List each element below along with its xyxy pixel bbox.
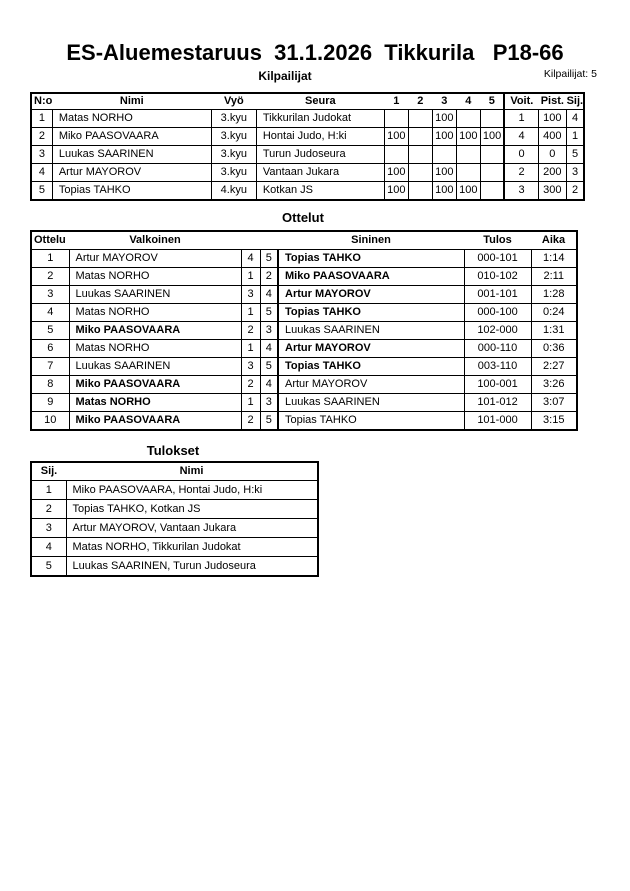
col-header-pist: Pist.	[538, 93, 566, 110]
blue-name-cell: Topias TAHKO	[278, 412, 464, 431]
tulokset-table	[30, 461, 319, 577]
wins-cell: 4	[504, 128, 538, 146]
time-cell: 3:15	[531, 412, 577, 431]
match-no-cell: 10	[31, 412, 69, 431]
blue-name-cell: Topias TAHKO	[278, 358, 464, 376]
pool-result-cell: 100	[432, 128, 456, 146]
match-row	[31, 394, 577, 412]
tulokset-header-row	[31, 462, 318, 481]
pool-result-cell: 100	[432, 182, 456, 201]
points-cell: 200	[538, 164, 566, 182]
blue-no-cell: 5	[260, 412, 278, 431]
place-cell: 3	[566, 164, 584, 182]
place-cell: 2	[31, 500, 66, 519]
ottelut-section-title: Ottelut	[282, 210, 324, 225]
col-header-valkoinen: Valkoinen	[69, 231, 241, 250]
white-name-cell: Matas NORHO	[69, 394, 241, 412]
pool-result-cell	[480, 164, 504, 182]
white-no-cell: 4	[241, 250, 260, 268]
match-row	[31, 376, 577, 394]
pool-result-cell	[456, 146, 480, 164]
match-no-cell: 6	[31, 340, 69, 358]
name-club-cell: Topias TAHKO, Kotkan JS	[66, 500, 318, 519]
match-row	[31, 340, 577, 358]
col-header-sij: Sij.	[566, 93, 584, 110]
place-cell: 4	[566, 110, 584, 128]
col-header-r1: 1	[384, 93, 408, 110]
place-cell: 1	[31, 481, 66, 500]
col-header-nimi: Nimi	[52, 93, 211, 110]
name-club-cell: Miko PAASOVAARA, Hontai Judo, H:ki	[66, 481, 318, 500]
white-no-cell: 1	[241, 340, 260, 358]
blue-name-cell: Luukas SAARINEN	[278, 322, 464, 340]
kilpailijat-header-row	[31, 93, 584, 110]
match-no-cell: 5	[31, 322, 69, 340]
col-header-r4: 4	[456, 93, 480, 110]
match-row	[31, 322, 577, 340]
match-no-cell: 2	[31, 268, 69, 286]
score-cell: 100-001	[464, 376, 531, 394]
pool-result-cell	[480, 110, 504, 128]
col-header-no: N:o	[31, 93, 52, 110]
white-name-cell: Matas NORHO	[69, 304, 241, 322]
white-name-cell: Artur MAYOROV	[69, 250, 241, 268]
belt-cell: 3.kyu	[211, 128, 256, 146]
white-name-cell: Luukas SAARINEN	[69, 358, 241, 376]
blue-name-cell: Topias TAHKO	[278, 304, 464, 322]
time-cell: 1:28	[531, 286, 577, 304]
place-cell: 3	[31, 519, 66, 538]
blue-name-cell: Miko PAASOVAARA	[278, 268, 464, 286]
white-name-cell: Miko PAASOVAARA	[69, 376, 241, 394]
name-cell: Miko PAASOVAARA	[52, 128, 211, 146]
competitor-row	[31, 182, 584, 201]
blue-no-cell: 4	[260, 286, 278, 304]
time-cell: 1:14	[531, 250, 577, 268]
place-cell: 5	[566, 146, 584, 164]
place-cell: 2	[566, 182, 584, 201]
blue-name-cell: Topias TAHKO	[278, 250, 464, 268]
place-cell: 1	[566, 128, 584, 146]
col-header-sij: Sij.	[31, 462, 66, 481]
pool-result-cell: 100	[384, 182, 408, 201]
place-cell: 4	[31, 538, 66, 557]
competitor-row	[31, 164, 584, 182]
match-row	[31, 358, 577, 376]
no-cell: 2	[31, 128, 52, 146]
time-cell: 0:36	[531, 340, 577, 358]
club-cell: Turun Judoseura	[256, 146, 384, 164]
pool-result-cell	[456, 164, 480, 182]
white-name-cell: Miko PAASOVAARA	[69, 322, 241, 340]
pool-result-cell	[408, 128, 432, 146]
pool-result-cell: 100	[384, 164, 408, 182]
club-cell: Vantaan Jukara	[256, 164, 384, 182]
white-no-cell: 1	[241, 304, 260, 322]
ottelut-table	[30, 230, 578, 431]
col-header-tulos: Tulos	[464, 231, 531, 250]
match-no-cell: 3	[31, 286, 69, 304]
club-cell: Kotkan JS	[256, 182, 384, 201]
score-cell: 101-000	[464, 412, 531, 431]
name-club-cell: Luukas SAARINEN, Turun Judoseura	[66, 557, 318, 577]
score-cell: 001-101	[464, 286, 531, 304]
col-header-aika: Aika	[531, 231, 577, 250]
pool-result-cell	[384, 110, 408, 128]
match-no-cell: 9	[31, 394, 69, 412]
pool-result-cell: 100	[432, 164, 456, 182]
belt-cell: 4.kyu	[211, 182, 256, 201]
blue-no-cell: 3	[260, 322, 278, 340]
pool-result-cell: 100	[456, 182, 480, 201]
col-header-seura: Seura	[256, 93, 384, 110]
tulokset-section-title: Tulokset	[146, 443, 200, 458]
kilpailijat-table	[30, 92, 585, 201]
wins-cell: 3	[504, 182, 538, 201]
col-header-sininen: Sininen	[278, 231, 464, 250]
no-cell: 5	[31, 182, 52, 201]
white-name-cell: Miko PAASOVAARA	[69, 412, 241, 431]
score-cell: 101-012	[464, 394, 531, 412]
score-cell: 000-110	[464, 340, 531, 358]
blue-name-cell: Artur MAYOROV	[278, 376, 464, 394]
pool-result-cell	[408, 182, 432, 201]
wins-cell: 2	[504, 164, 538, 182]
col-header-nimi: Nimi	[66, 462, 318, 481]
standing-row	[31, 500, 318, 519]
pool-result-cell	[456, 110, 480, 128]
kilpailijat-section-title: Kilpailijat	[258, 69, 312, 83]
white-no-cell: 2	[241, 376, 260, 394]
no-cell: 3	[31, 146, 52, 164]
score-cell: 102-000	[464, 322, 531, 340]
blue-no-cell: 4	[260, 376, 278, 394]
standing-row	[31, 481, 318, 500]
match-row	[31, 250, 577, 268]
blue-no-cell: 5	[260, 304, 278, 322]
pool-result-cell	[408, 164, 432, 182]
score-cell: 000-101	[464, 250, 531, 268]
col-header-white-no	[241, 231, 260, 250]
belt-cell: 3.kyu	[211, 164, 256, 182]
competitors-count: Kilpailijat: 5	[543, 68, 597, 80]
club-cell: Hontai Judo, H:ki	[256, 128, 384, 146]
col-header-r5: 5	[480, 93, 504, 110]
pool-result-cell: 100	[456, 128, 480, 146]
standing-row	[31, 557, 318, 577]
col-header-voit: Voit.	[504, 93, 538, 110]
points-cell: 300	[538, 182, 566, 201]
pool-result-cell	[408, 146, 432, 164]
col-header-vyo: Vyö	[211, 93, 256, 110]
pool-result-cell	[408, 110, 432, 128]
time-cell: 3:26	[531, 376, 577, 394]
white-name-cell: Matas NORHO	[69, 268, 241, 286]
ottelut-header-row	[31, 231, 577, 250]
white-no-cell: 3	[241, 358, 260, 376]
match-no-cell: 7	[31, 358, 69, 376]
blue-no-cell: 5	[260, 250, 278, 268]
pool-result-cell	[432, 146, 456, 164]
standing-row	[31, 519, 318, 538]
wins-cell: 0	[504, 146, 538, 164]
time-cell: 2:11	[531, 268, 577, 286]
no-cell: 1	[31, 110, 52, 128]
standing-row	[31, 538, 318, 557]
blue-no-cell: 3	[260, 394, 278, 412]
club-cell: Tikkurilan Judokat	[256, 110, 384, 128]
col-header-r2: 2	[408, 93, 432, 110]
match-no-cell: 1	[31, 250, 69, 268]
blue-no-cell: 2	[260, 268, 278, 286]
competitor-row	[31, 110, 584, 128]
pool-result-cell	[480, 146, 504, 164]
match-row	[31, 286, 577, 304]
time-cell: 3:07	[531, 394, 577, 412]
pool-result-cell	[384, 146, 408, 164]
blue-name-cell: Artur MAYOROV	[278, 340, 464, 358]
points-cell: 400	[538, 128, 566, 146]
pool-result-cell: 100	[384, 128, 408, 146]
match-row	[31, 268, 577, 286]
white-no-cell: 2	[241, 322, 260, 340]
time-cell: 0:24	[531, 304, 577, 322]
white-name-cell: Luukas SAARINEN	[69, 286, 241, 304]
blue-no-cell: 4	[260, 340, 278, 358]
match-no-cell: 4	[31, 304, 69, 322]
name-club-cell: Artur MAYOROV, Vantaan Jukara	[66, 519, 318, 538]
col-header-ottelu: Ottelu	[31, 231, 69, 250]
white-no-cell: 1	[241, 268, 260, 286]
score-cell: 010-102	[464, 268, 531, 286]
no-cell: 4	[31, 164, 52, 182]
name-cell: Topias TAHKO	[52, 182, 211, 201]
white-no-cell: 3	[241, 286, 260, 304]
white-name-cell: Matas NORHO	[69, 340, 241, 358]
match-row	[31, 412, 577, 431]
blue-name-cell: Artur MAYOROV	[278, 286, 464, 304]
name-cell: Artur MAYOROV	[52, 164, 211, 182]
points-cell: 0	[538, 146, 566, 164]
name-cell: Luukas SAARINEN	[52, 146, 211, 164]
points-cell: 100	[538, 110, 566, 128]
wins-cell: 1	[504, 110, 538, 128]
competitor-row	[31, 146, 584, 164]
belt-cell: 3.kyu	[211, 146, 256, 164]
score-cell: 000-100	[464, 304, 531, 322]
time-cell: 1:31	[531, 322, 577, 340]
white-no-cell: 1	[241, 394, 260, 412]
competitor-row	[31, 128, 584, 146]
blue-name-cell: Luukas SAARINEN	[278, 394, 464, 412]
pool-result-cell	[480, 182, 504, 201]
name-club-cell: Matas NORHO, Tikkurilan Judokat	[66, 538, 318, 557]
match-no-cell: 8	[31, 376, 69, 394]
time-cell: 2:27	[531, 358, 577, 376]
blue-no-cell: 5	[260, 358, 278, 376]
belt-cell: 3.kyu	[211, 110, 256, 128]
col-header-blue-no	[260, 231, 278, 250]
match-row	[31, 304, 577, 322]
page-title: ES-Aluemestaruus 31.1.2026 Tikkurila P18-66	[66, 40, 564, 65]
pool-result-cell: 100	[480, 128, 504, 146]
place-cell: 5	[31, 557, 66, 577]
col-header-r3: 3	[432, 93, 456, 110]
name-cell: Matas NORHO	[52, 110, 211, 128]
pool-result-cell: 100	[432, 110, 456, 128]
score-cell: 003-110	[464, 358, 531, 376]
white-no-cell: 2	[241, 412, 260, 431]
